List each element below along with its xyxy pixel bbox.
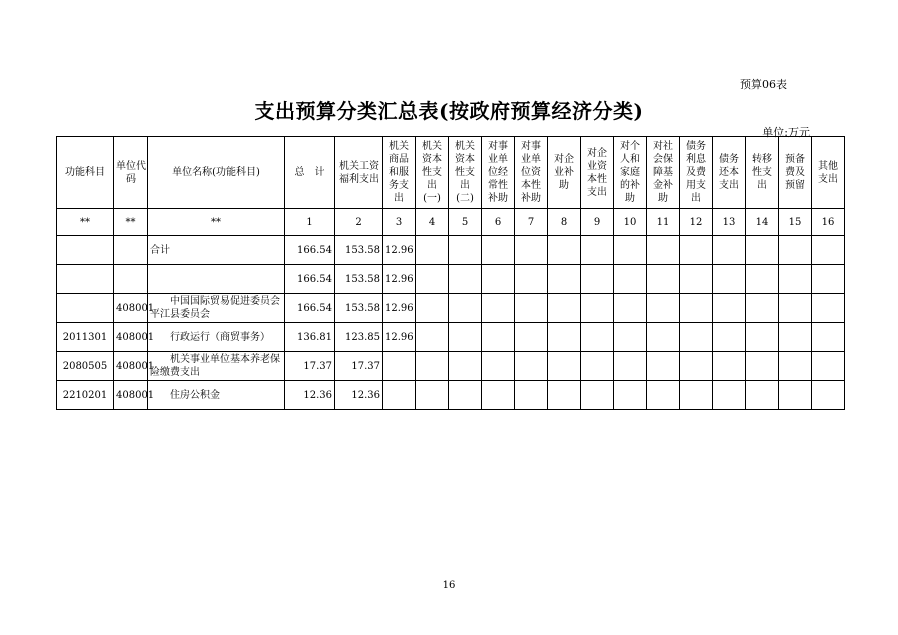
empty-cell — [647, 352, 680, 381]
empty-cell — [812, 236, 845, 265]
empty-cell — [614, 323, 647, 352]
goods-cell: 12.96 — [383, 323, 416, 352]
header-capital-2: 机关资本性支出(二) — [449, 137, 482, 209]
empty-cell — [614, 265, 647, 294]
empty-cell — [713, 236, 746, 265]
empty-cell — [812, 294, 845, 323]
salary-cell: 153.58 — [335, 294, 383, 323]
empty-cell — [581, 381, 614, 410]
table-row — [57, 381, 845, 410]
index-cell: 11 — [647, 209, 680, 236]
empty-cell — [449, 323, 482, 352]
empty-cell — [515, 352, 548, 381]
func-code-cell — [57, 294, 114, 323]
empty-cell — [779, 381, 812, 410]
header-transfer: 转移性支出 — [746, 137, 779, 209]
index-cell: 5 — [449, 209, 482, 236]
goods-cell: 12.96 — [383, 236, 416, 265]
empty-cell — [779, 352, 812, 381]
empty-cell — [482, 352, 515, 381]
empty-cell — [779, 265, 812, 294]
unit-name-cell: 机关事业单位基本养老保险缴费支出 — [148, 352, 285, 381]
index-cell: 13 — [713, 209, 746, 236]
empty-cell — [647, 381, 680, 410]
empty-cell — [680, 323, 713, 352]
empty-cell — [548, 265, 581, 294]
empty-cell — [614, 381, 647, 410]
empty-cell — [515, 294, 548, 323]
unit-name-cell: 住房公积金 — [148, 381, 285, 410]
index-cell: 15 — [779, 209, 812, 236]
empty-cell — [812, 352, 845, 381]
empty-cell — [680, 265, 713, 294]
empty-cell — [647, 265, 680, 294]
header-public-capital: 对事业单位资本性补助 — [515, 137, 548, 209]
empty-cell — [647, 323, 680, 352]
total-cell: 166.54 — [285, 294, 335, 323]
index-cell: 3 — [383, 209, 416, 236]
header-debt-interest: 债务利息及费用支出 — [680, 137, 713, 209]
unit-name-cell: 中国国际贸易促进委员会平江县委员会 — [148, 294, 285, 323]
unit-name-cell: 合计 — [148, 236, 285, 265]
index-cell: 14 — [746, 209, 779, 236]
empty-cell — [548, 294, 581, 323]
empty-cell — [482, 236, 515, 265]
unit-code-cell — [114, 265, 148, 294]
empty-cell — [449, 265, 482, 294]
empty-cell — [614, 352, 647, 381]
goods-cell: 12.96 — [383, 265, 416, 294]
empty-cell — [548, 381, 581, 410]
header-enterprise-capital: 对企业资本性支出 — [581, 137, 614, 209]
header-goods: 机关商品和服务支出 — [383, 137, 416, 209]
func-code-cell — [57, 236, 114, 265]
empty-cell — [746, 265, 779, 294]
unit-code-cell: 408001 — [114, 323, 148, 352]
header-capital-1: 机关资本性支出(一) — [416, 137, 449, 209]
page-title: 支出预算分类汇总表(按政府预算经济分类) — [254, 99, 644, 123]
empty-cell — [482, 294, 515, 323]
empty-cell — [515, 265, 548, 294]
table-row — [57, 236, 845, 265]
unit-code-cell: 408001 — [114, 294, 148, 323]
unit-name-cell: 行政运行（商贸事务） — [148, 323, 285, 352]
salary-cell: 17.37 — [335, 352, 383, 381]
salary-cell: 153.58 — [335, 236, 383, 265]
salary-cell: 153.58 — [335, 265, 383, 294]
empty-cell — [647, 236, 680, 265]
header-debt-repay: 债务还本支出 — [713, 137, 746, 209]
index-cell: 10 — [614, 209, 647, 236]
empty-cell — [449, 352, 482, 381]
header-reserve: 预备费及预留 — [779, 137, 812, 209]
total-cell: 166.54 — [285, 265, 335, 294]
empty-cell — [713, 323, 746, 352]
empty-cell — [515, 323, 548, 352]
empty-cell — [812, 381, 845, 410]
header-other: 其他支出 — [812, 137, 845, 209]
total-cell: 17.37 — [285, 352, 335, 381]
empty-cell — [713, 381, 746, 410]
table-row — [57, 294, 845, 323]
table-row — [57, 323, 845, 352]
empty-cell — [482, 323, 515, 352]
empty-cell — [515, 381, 548, 410]
index-cell: 16 — [812, 209, 845, 236]
goods-cell — [383, 352, 416, 381]
unit-name-cell — [148, 265, 285, 294]
empty-cell — [416, 265, 449, 294]
index-cell: 1 — [285, 209, 335, 236]
empty-cell — [449, 381, 482, 410]
empty-cell — [680, 294, 713, 323]
empty-cell — [548, 352, 581, 381]
empty-cell — [812, 323, 845, 352]
empty-cell — [680, 352, 713, 381]
empty-cell — [581, 323, 614, 352]
empty-cell — [713, 352, 746, 381]
index-cell: 12 — [680, 209, 713, 236]
unit-code-cell: 408001 — [114, 352, 148, 381]
header-func-code: 功能科目 — [57, 137, 114, 209]
empty-cell — [482, 381, 515, 410]
index-cell: ** — [57, 209, 114, 236]
index-cell: 4 — [416, 209, 449, 236]
empty-cell — [779, 236, 812, 265]
empty-cell — [647, 294, 680, 323]
empty-cell — [416, 236, 449, 265]
func-code-cell: 2011301 — [57, 323, 114, 352]
index-cell: 2 — [335, 209, 383, 236]
empty-cell — [746, 236, 779, 265]
header-total: 总 计 — [285, 137, 335, 209]
salary-cell: 123.85 — [335, 323, 383, 352]
total-cell: 136.81 — [285, 323, 335, 352]
goods-cell — [383, 381, 416, 410]
index-cell: 7 — [515, 209, 548, 236]
empty-cell — [680, 236, 713, 265]
empty-cell — [779, 323, 812, 352]
empty-cell — [746, 294, 779, 323]
empty-cell — [416, 323, 449, 352]
empty-cell — [680, 381, 713, 410]
empty-cell — [416, 352, 449, 381]
empty-cell — [812, 265, 845, 294]
empty-cell — [581, 236, 614, 265]
empty-cell — [713, 265, 746, 294]
total-cell: 166.54 — [285, 236, 335, 265]
empty-cell — [449, 236, 482, 265]
func-code-cell — [57, 265, 114, 294]
empty-cell — [581, 294, 614, 323]
func-code-cell: 2210201 — [57, 381, 114, 410]
empty-cell — [614, 236, 647, 265]
empty-cell — [548, 323, 581, 352]
form-number: 预算06表 — [740, 78, 787, 91]
index-cell: ** — [114, 209, 148, 236]
empty-cell — [548, 236, 581, 265]
header-social-security: 对社会保障基金补助 — [647, 137, 680, 209]
page-number: 16 — [442, 580, 456, 591]
header-enterprise-subsidy: 对企业补助 — [548, 137, 581, 209]
func-code-cell: 2080505 — [57, 352, 114, 381]
total-cell: 12.36 — [285, 381, 335, 410]
index-row — [57, 209, 845, 236]
index-cell: 6 — [482, 209, 515, 236]
unit-label: 单位:万元 — [762, 126, 810, 139]
budget-table — [56, 136, 845, 410]
empty-cell — [515, 236, 548, 265]
empty-cell — [416, 381, 449, 410]
empty-cell — [482, 265, 515, 294]
goods-cell: 12.96 — [383, 294, 416, 323]
header-unit-code: 单位代码 — [114, 137, 148, 209]
header-row — [57, 137, 845, 209]
salary-cell: 12.36 — [335, 381, 383, 410]
unit-code-cell — [114, 236, 148, 265]
table-row — [57, 352, 845, 381]
unit-code-cell: 408001 — [114, 381, 148, 410]
table-body — [57, 236, 845, 410]
empty-cell — [416, 294, 449, 323]
header-public-regular: 对事业单位经常性补助 — [482, 137, 515, 209]
empty-cell — [581, 352, 614, 381]
empty-cell — [713, 294, 746, 323]
empty-cell — [449, 294, 482, 323]
empty-cell — [779, 294, 812, 323]
index-cell: ** — [148, 209, 285, 236]
index-cell: 8 — [548, 209, 581, 236]
empty-cell — [614, 294, 647, 323]
header-household: 对个人和家庭的补助 — [614, 137, 647, 209]
table-row — [57, 265, 845, 294]
header-unit-name: 单位名称(功能科目) — [148, 137, 285, 209]
empty-cell — [746, 352, 779, 381]
header-salary: 机关工资福利支出 — [335, 137, 383, 209]
index-cell: 9 — [581, 209, 614, 236]
empty-cell — [746, 381, 779, 410]
empty-cell — [581, 265, 614, 294]
empty-cell — [746, 323, 779, 352]
